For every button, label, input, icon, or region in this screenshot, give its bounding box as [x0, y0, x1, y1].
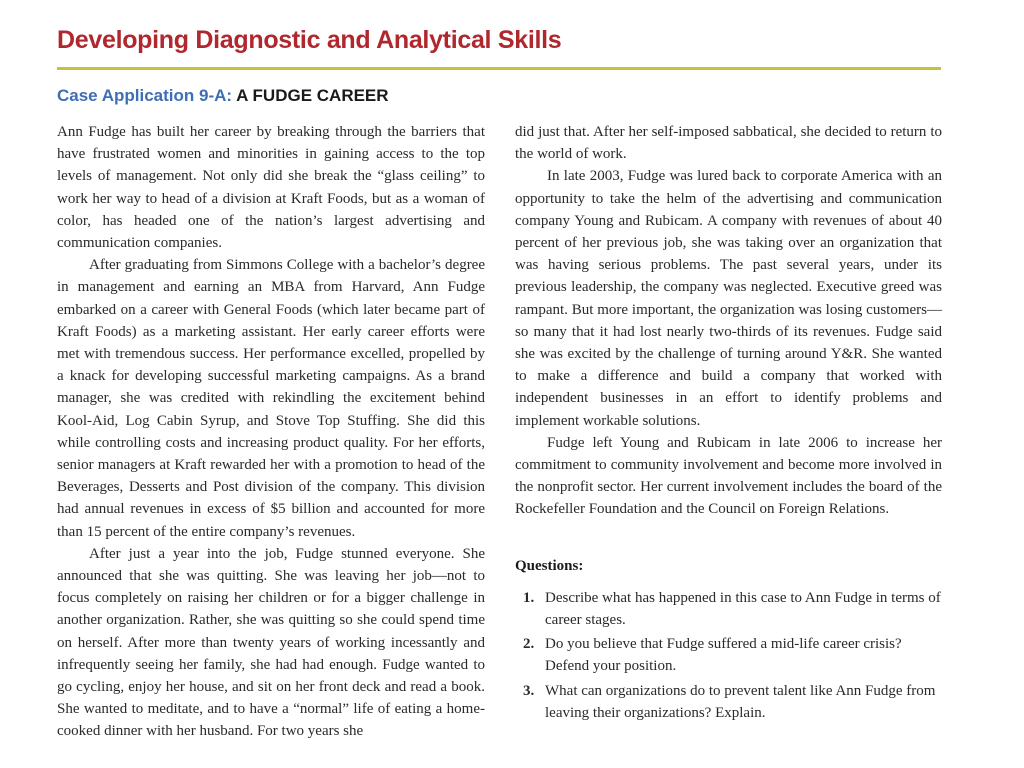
question-item [515, 587, 942, 631]
question-number: 2. [523, 636, 535, 653]
question-number: 3. [523, 682, 535, 699]
body-paragraph: Fudge left Young and Rubicam in late 2006 to increase her commitment to community involvement and become more involved in the nonprofit sector. Her current involvement includes the board of the Rockefeller Foundation and the Council on Foreign Relations. [515, 434, 942, 518]
question-number: 1. [523, 589, 535, 606]
body-paragraph: After just a year into the job, Fudge stunned everyone. She announced that she was quitting. She was leaving her job—not to focus completely on raising her children or for a bigger challenge in another organization. Rather, she was quitting so she could spend time on herself. After more than twenty years of working incessantly and infrequently seeing her family, she had had enough. Fudge wanted to go cycling, enjoy her house, and sit on her front deck and read a book. She wanted to meditate, and to have a “normal” life of eating a home-cooked dinner with her husband. For two years she [57, 545, 485, 740]
question-text: Describe what has happened in this case to Ann Fudge in terms of career stages. [545, 589, 941, 629]
body-paragraph: After graduating from Simmons College with a bachelor’s degree in management and earning an MBA from Harvard, Ann Fudge embarked on a career with General Foods (which later became part of Kraft Foods) as a marketing assistant. Her early career efforts were met with tremendous success. Her performance excelled, propelled by a knack for developing successful marketing campaigns. As a brand manager, she was credited with rekindling the excitement behind Kool-Aid, Log Cabin Syrup, and Stove Top Stuffing. She did this while controlling costs and increasing product quality. For her efforts, senior managers at Kraft rewarded her with a promotion to head of the Beverages, Desserts and Post division of the company. This division had annual revenues in excess of $5 billion and accounted for more than 15 percent of the entire company’s revenues. [57, 257, 485, 540]
question-text: Do you believe that Fudge suffered a mid-life career crisis? Defend your position. [545, 636, 902, 675]
case-heading [57, 86, 389, 106]
case-label: Case Application 9-A: [57, 86, 233, 105]
questions-list [515, 587, 942, 724]
question-text: What can organizations do to prevent talent like Ann Fudge from leaving their organizations? Explain. [545, 682, 936, 721]
title-divider [57, 67, 941, 70]
question-item [515, 633, 942, 677]
body-paragraph: Ann Fudge has built her career by breaking through the barriers that have frustrated women and minorities in gaining access to the top levels of management. Not only did she break the “glass ceiling” to work her way to head of a division at Kraft Foods, but as a woman of color, has headed one of the nation’s largest advertising and communication companies. [57, 124, 485, 252]
right-column [515, 121, 942, 726]
question-item [515, 680, 942, 724]
questions-heading: Questions: [515, 557, 584, 574]
body-paragraph: did just that. After her self-imposed sabbatical, she decided to return to the world of work. [515, 124, 942, 163]
case-title: A FUDGE CAREER [236, 86, 389, 105]
body-paragraph: In late 2003, Fudge was lured back to corporate America with an opportunity to take the helm of the advertising and communication company Young and Rubicam. A company with revenues of about 40 percent of her previous job, she was taking over an organization that was having serious problems. The past several years, under its previous leadership, the company was neglected. Executive greed was rampant. But more important, the organization was losing customers—so many that it had lost nearly two-thirds of its revenues. Fudge said she was excited by the challenge of turning around Y&R. She wanted to make a difference and build a company that worked with independent businesses in an effort to identify problems and implement workable solutions. [515, 168, 942, 429]
page-title: Developing Diagnostic and Analytical Skills [57, 26, 562, 54]
left-column [57, 121, 485, 743]
